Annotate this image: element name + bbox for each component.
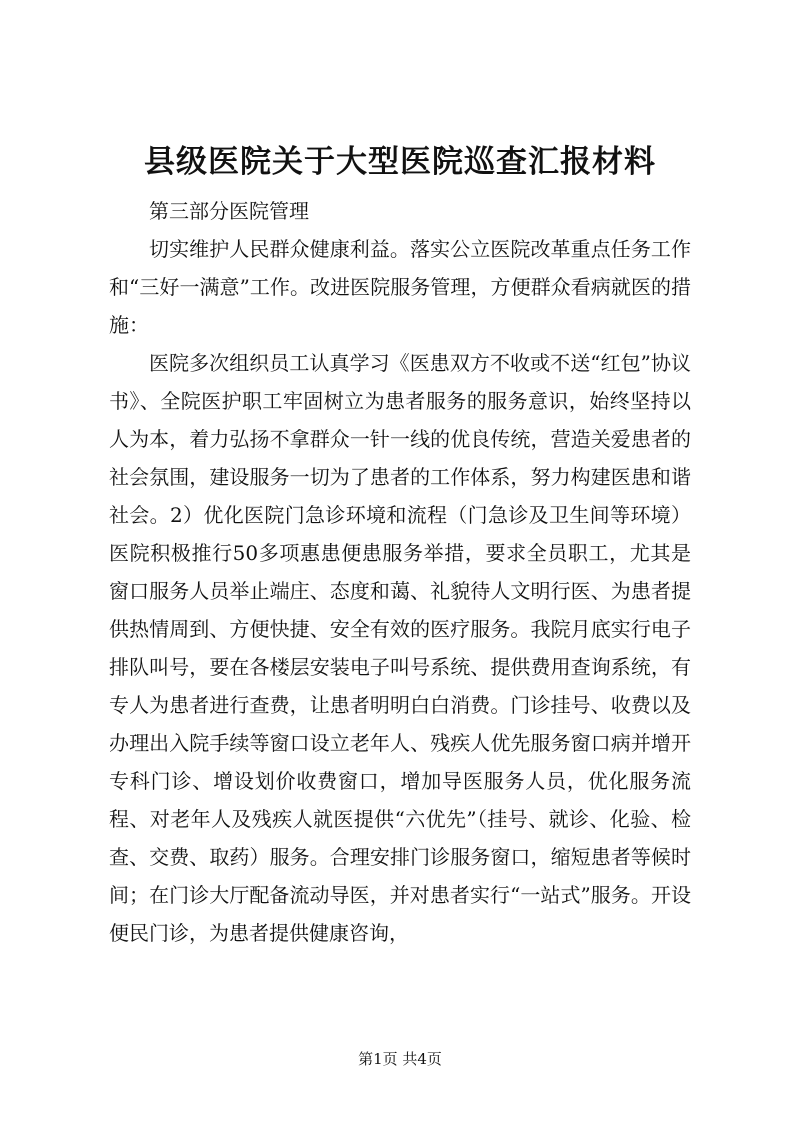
page-number-footer: 第1页 共4页	[358, 1050, 442, 1068]
document-title: 县级医院关于大型医院巡查汇报材料	[144, 144, 656, 180]
section-heading: 第三部分医院管理	[149, 199, 309, 223]
paragraph: 医院多次组织员工认真学习《医患双方不收或不送“红包”协议书》、全院医护职工牢固树立为患者服务的服务意识，始终坚持以人为本，着力弘扬不拿群众一针一线的优良传统，营造关爱患者的社会氛围，建设服务一切为了患者的工作体系，努力构建医患和谐社会。2）优化医院门急诊环境和流程（门急诊及卫生间等环境）医院积极推行50多项惠患便患服务举措，要求全员职工，尤其是窗口服务人员举止端庄、态度和蔼、礼貌待人文明行医、为患者提供热情周到、方便快捷、安全有效的医疗服务。我院月底实行电子排队叫号，要在各楼层安装电子叫号系统、提供费用查询系统，有专人为患者进行查费，让患者明明白白消费。门诊挂号、收费以及办理出入院手续等窗口设立老年人、残疾人优先服务窗口病并增开专科门诊、增设划价收费窗口，增加导医服务人员，优化服务流程、对老年人及残疾人就医提供“六优先”（挂号、就诊、化验、检查、交费、取药）服务。合理安排门诊服务窗口，缩短患者等候时间；在门诊大厅配备流动导医，并对患者实行“一站式”服务。开设便民门诊，为患者提供健康咨询，	[109, 351, 691, 945]
paragraph: 切实维护人民群众健康利益。落实公立医院改革重点任务工作和“三好一满意”工作。改进医院服务管理，方便群众看病就医的措施：	[109, 237, 691, 337]
document-body	[109, 192, 691, 952]
